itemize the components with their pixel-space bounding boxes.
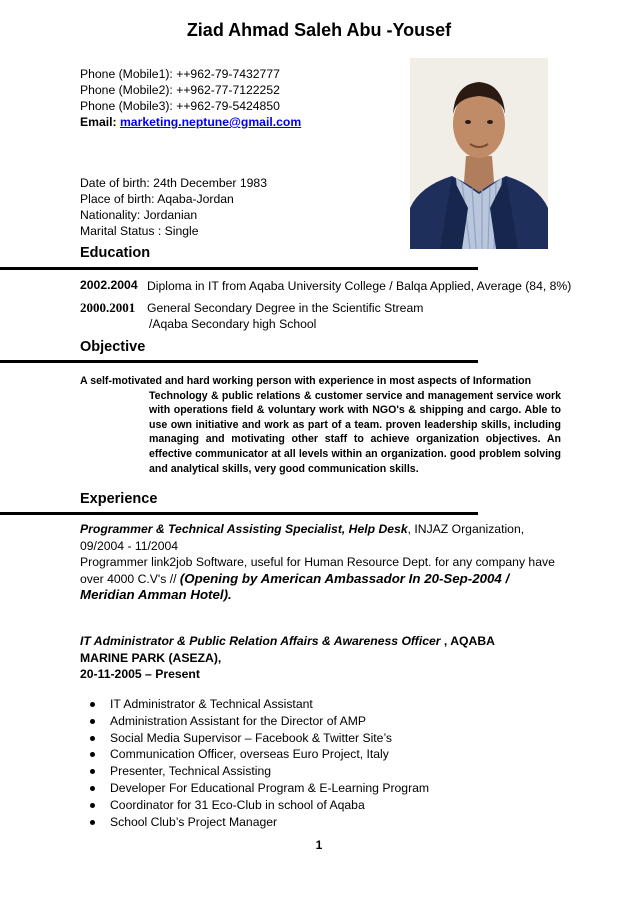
bullet-icon <box>90 719 95 724</box>
list-item <box>80 696 429 713</box>
place-of-birth: Place of birth: Aqaba-Jordan <box>80 192 234 206</box>
bullet-icon <box>90 786 95 791</box>
nationality: Nationality: Jordanian <box>80 208 198 222</box>
list-item <box>80 814 429 831</box>
email-label: Email: <box>80 115 117 129</box>
marital-status: Marital Status : Single <box>80 224 199 238</box>
objective-text <box>80 374 561 476</box>
education-heading: Education <box>80 245 151 261</box>
duty-text: Communication Officer, overseas Euro Project, Italy <box>110 747 389 762</box>
education-year-2: 2000.2001 <box>80 300 136 315</box>
education-year-1: 2002.2004 <box>80 278 138 292</box>
education-detail-2b: /Aqaba Secondary high School <box>149 317 317 331</box>
job-1-desc: Programmer link2job Software, useful for Human Resource Dept. for any company have over 4000 C.V's // <box>80 555 555 586</box>
list-item <box>80 763 429 780</box>
education-detail-1: Diploma in IT from Aqaba University College / Balqa Applied, Average (84, 8%) <box>147 279 572 293</box>
phone-mobile-1: Phone (Mobile1): ++962-79-7432777 <box>80 67 280 81</box>
bullet-icon <box>90 769 95 774</box>
bullet-icon <box>90 702 95 707</box>
experience-heading: Experience <box>80 491 158 507</box>
bullet-icon <box>90 803 95 808</box>
page-number: 1 <box>315 838 323 852</box>
job-1 <box>80 521 560 604</box>
date-of-birth: Date of birth: 24th December 1983 <box>80 176 267 190</box>
duty-text: Presenter, Technical Assisting <box>110 764 272 779</box>
email-link[interactable]: marketing.neptune@gmail.com <box>119 115 302 129</box>
duty-text: IT Administrator & Technical Assistant <box>110 697 313 711</box>
job-1-role: Programmer & Technical Assisting Specialist, Help Desk <box>80 522 408 536</box>
duty-text: Administration Assistant for the Director of AMP <box>110 713 367 728</box>
job-1-org: , INJAZ Organization, 09/2004 - 11/2004 <box>80 522 525 553</box>
job-2 <box>80 633 540 683</box>
experience-rule <box>0 512 478 515</box>
duty-text: School Club’s Project Manager <box>110 814 278 829</box>
email-row <box>80 114 301 130</box>
objective-heading: Objective <box>80 339 146 355</box>
portrait-illustration <box>410 58 548 249</box>
job-2-org: , AQABA MARINE PARK (ASEZA), <box>80 634 495 665</box>
duty-text: Social Media Supervisor – Facebook & Twitter Site’s <box>110 730 393 745</box>
list-item <box>80 780 429 797</box>
job-2-dates: 20-11-2005 – Present <box>80 667 200 681</box>
job-1-highlight: (Opening by American Ambassador In 20-Sep-2004 / Meridian Amman Hotel). <box>80 570 510 602</box>
list-item <box>80 797 429 814</box>
list-item <box>80 746 429 763</box>
duty-text: Developer For Educational Program & E-Learning Program <box>110 780 430 795</box>
education-detail-2: General Secondary Degree in the Scientific Stream <box>147 301 424 315</box>
job-2-duties-list <box>80 696 429 830</box>
resume-name: Ziad Ahmad Saleh Abu -Yousef <box>186 20 452 40</box>
phone-mobile-2: Phone (Mobile2): ++962-77-7122252 <box>80 83 280 97</box>
profile-photo <box>410 58 548 249</box>
objective-rest: Technology & public relations & customer service and management service work with operations field & voluntary work with NGO's & shipping and cargo. Able to use own initiative and work as part of a team. proven leadership skills, including managing and motivating other staff to achieve organization objectives. An effective communicator at all levels within an organization. good problem solving and analytical skills, very good communication skills. <box>149 389 561 475</box>
bullet-icon <box>90 820 95 825</box>
list-item <box>80 730 429 747</box>
list-item <box>80 713 429 730</box>
phone-mobile-3: Phone (Mobile3): ++962-79-5424850 <box>80 99 280 113</box>
duty-text: Coordinator for 31 Eco-Club in school of Aqaba <box>110 797 365 812</box>
education-rule <box>0 267 478 270</box>
objective-rule <box>0 360 478 363</box>
job-2-role: IT Administrator & Public Relation Affairs & Awareness Officer <box>80 634 441 648</box>
objective-first-line: A self-motivated and hard working person with experience in most aspects of Information <box>80 375 532 387</box>
bullet-icon <box>90 752 95 757</box>
bullet-icon <box>90 736 95 741</box>
